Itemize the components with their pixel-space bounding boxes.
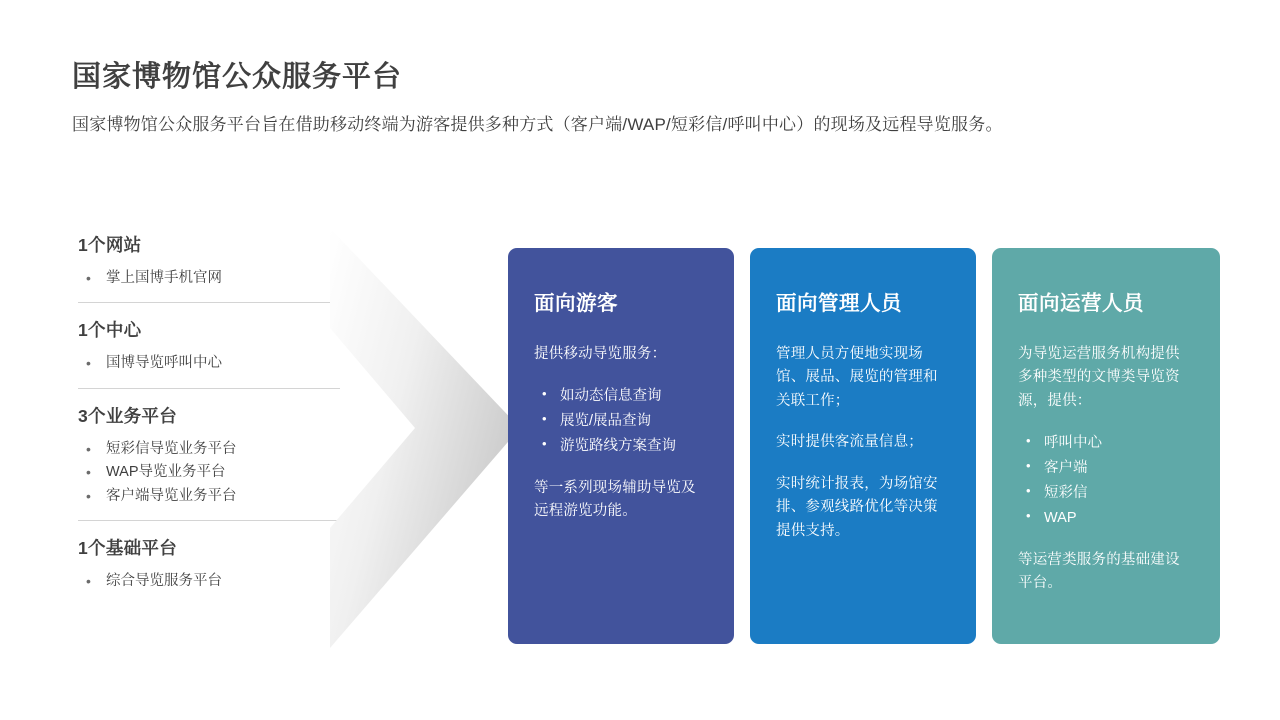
list-item-label: 游览路线方案查询 <box>560 437 676 454</box>
bullet-icon: • <box>86 440 91 457</box>
list-item-label: 客户端导览业务平台 <box>106 487 237 504</box>
card-outro: 等运营类服务的基础建设平台。 <box>1018 551 1180 592</box>
card-paragraph: 管理人员方便地实现场馆、展品、展览的管理和关联工作； <box>776 345 938 409</box>
list-item <box>1018 481 1194 506</box>
card-paragraph: 实时统计报表，为场馆安排、参观线路优化等决策提供支持。 <box>776 475 938 539</box>
bullet-icon: • <box>542 386 547 402</box>
bullet-icon: • <box>542 411 547 427</box>
bullet-icon: • <box>86 464 91 481</box>
left-feature-list <box>78 232 340 600</box>
audience-cards <box>508 248 1220 648</box>
list-item-label: 掌上国博手机官网 <box>106 270 222 286</box>
list-item <box>534 409 708 434</box>
bullet-icon: • <box>1026 482 1031 498</box>
bullet-icon: • <box>1026 433 1031 449</box>
list-item <box>78 461 340 484</box>
feature-group-items <box>78 438 340 508</box>
list-item <box>78 352 340 375</box>
card-title: 面向运营人员 <box>1018 292 1144 315</box>
card-list <box>1018 431 1194 531</box>
feature-group-website <box>78 232 340 290</box>
card-intro: 提供移动导览服务： <box>534 345 667 362</box>
bullet-icon: • <box>1026 457 1031 473</box>
card-intro: 为导览运营服务机构提供多种类型的文博类导览资源，提供： <box>1018 345 1180 409</box>
list-item-label: WAP <box>1044 509 1077 526</box>
list-item <box>1018 456 1194 481</box>
divider <box>78 388 340 389</box>
feature-group-title: 1个网站 <box>78 235 142 255</box>
list-item <box>78 570 340 593</box>
list-item <box>1018 506 1194 531</box>
feature-group-items <box>78 570 340 593</box>
bullet-icon: • <box>86 355 91 372</box>
feature-group-center <box>78 317 340 375</box>
list-item-label: 展览/展品查询 <box>560 413 652 430</box>
divider <box>78 302 340 303</box>
list-item-label: 综合导览服务平台 <box>106 573 222 590</box>
card-list <box>534 384 708 459</box>
list-item <box>534 384 708 409</box>
arrow-icon <box>330 228 520 648</box>
feature-group-title: 1个中心 <box>78 320 142 341</box>
feature-group-title: 3个业务平台 <box>78 405 178 426</box>
card-paragraph: 实时提供客流量信息； <box>776 434 923 451</box>
feature-group-base-platform <box>78 535 340 593</box>
list-item <box>78 438 340 461</box>
list-item-label: 短彩信 <box>1044 484 1088 501</box>
header <box>72 60 1232 137</box>
feature-group-items <box>78 352 340 375</box>
card-managers[interactable] <box>750 248 976 644</box>
page-subtitle: 国家博物馆公众服务平台旨在借助移动终端为游客提供多种方式（客户端/WAP/短彩信/呼叫中心）的现场及远程导览服务。 <box>72 114 1003 134</box>
list-item-label: 客户端 <box>1044 459 1088 476</box>
card-title: 面向管理人员 <box>776 292 902 315</box>
list-item-label: WAP导览业务平台 <box>106 464 226 481</box>
page-title: 国家博物馆公众服务平台 <box>72 61 403 93</box>
list-item-label: 如动态信息查询 <box>560 388 662 405</box>
feature-group-items <box>78 267 340 290</box>
list-item <box>534 434 708 459</box>
bullet-icon: • <box>86 270 91 286</box>
bullet-icon: • <box>542 435 547 451</box>
card-outro: 等一系列现场辅助导览及远程游览功能。 <box>534 479 696 520</box>
list-item <box>78 485 340 508</box>
card-title: 面向游客 <box>534 292 618 315</box>
bullet-icon: • <box>86 487 91 504</box>
card-operators[interactable] <box>992 248 1220 644</box>
feature-group-business-platforms <box>78 403 340 508</box>
divider <box>78 520 340 521</box>
list-item <box>78 267 340 290</box>
list-item-label: 呼叫中心 <box>1044 435 1102 452</box>
list-item-label: 国博导览呼叫中心 <box>106 355 222 372</box>
bullet-icon: • <box>1026 507 1031 523</box>
feature-group-title: 1个基础平台 <box>78 538 178 559</box>
list-item <box>1018 431 1194 456</box>
bullet-icon: • <box>86 573 91 590</box>
card-visitors[interactable] <box>508 248 734 644</box>
list-item-label: 短彩信导览业务平台 <box>106 440 237 457</box>
